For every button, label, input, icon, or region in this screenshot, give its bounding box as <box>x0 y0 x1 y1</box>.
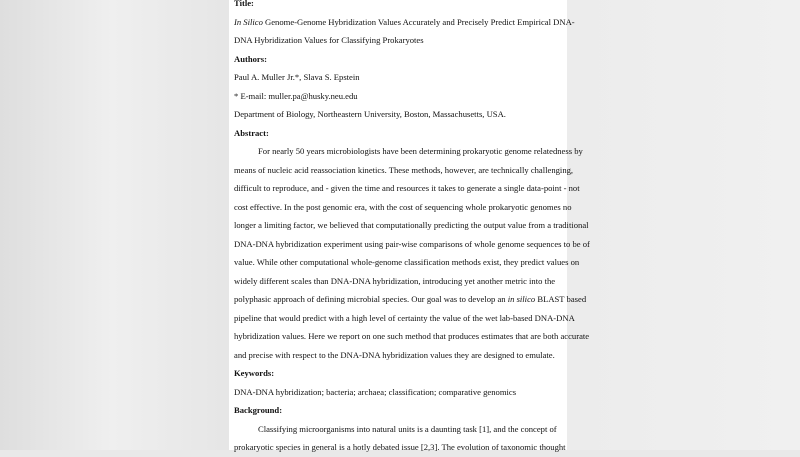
abstract-line: longer a limiting factor, we believed that computationally predicting the output value from a traditional <box>234 220 589 230</box>
abstract-line: DNA-DNA hybridization experiment using pair-wise comparisons of whole genome sequences to be of <box>234 238 590 249</box>
author-department: Department of Biology, Northeastern University, Boston, Massachusetts, USA. <box>234 109 506 119</box>
document-page[interactable] <box>229 0 590 452</box>
abstract-line: pipeline that would predict with a high level of certainty the value of the wet lab-based DNA-DNA <box>234 312 575 323</box>
abstract-line: For nearly 50 years microbiologists have been determining prokaryotic genome relatedness by <box>258 146 583 156</box>
abstract-line <box>234 290 587 309</box>
abstract-italic-term: in silico <box>507 294 536 304</box>
title-line-1 <box>234 13 575 32</box>
abstract-line: means of nucleic acid reassociation kinetics. These methods, however, are technically challenging, <box>234 164 574 175</box>
abstract-line: hybridization values. Here we report on one such method that produces estimates that are both accurate <box>234 331 590 341</box>
abstract-line-9-pre: polyphasic approach of defining microbial species. Our goal was to develop an <box>234 294 508 304</box>
background-line: Classifying microorganisms into natural units is a daunting task [1], and the concept of <box>258 423 557 434</box>
authors-heading: Authors: <box>234 53 267 64</box>
abstract-line: difficult to reproduce, and - given the time and resources it takes to generate a single data-point - not <box>234 183 580 193</box>
background-line: prokaryotic species in general is a hotly debated issue [2,3]. The evolution of taxonomic thought <box>234 442 566 452</box>
abstract-line: cost effective. In the post genomic era, with the cost of sequencing whole prokaryotic genomes no <box>234 201 572 212</box>
abstract-line: value. While other computational whole-genome classification methods exist, they predict values on <box>234 257 580 267</box>
title-line-2: DNA Hybridization Values for Classifying Prokaryotes <box>234 35 424 45</box>
page-content <box>234 0 590 457</box>
author-email: * E-mail: muller.pa@husky.neu.edu <box>234 90 358 101</box>
abstract-heading: Abstract: <box>234 127 269 138</box>
abstract-line: and precise with respect to the DNA-DNA hybridization values they are designed to emulate. <box>234 349 555 360</box>
title-line-1-rest: Genome-Genome Hybridization Values Accurately and Precisely Predict Empirical DNA- <box>262 16 575 27</box>
title-heading: Title: <box>234 0 254 8</box>
keywords-heading: Keywords: <box>234 368 275 378</box>
background-heading: Background: <box>234 405 283 415</box>
abstract-line: widely different scales than DNA-DNA hybridization, introducing yet another metric into the <box>234 275 556 286</box>
title-italic-text: In Silico <box>234 16 263 27</box>
keywords-text: DNA-DNA hybridization; bacteria; archaea; classification; comparative genomics <box>234 386 517 397</box>
author-names: Paul A. Muller Jr.*, Slava S. Epstein <box>234 72 360 82</box>
abstract-line-9-post: BLAST based <box>535 294 587 304</box>
